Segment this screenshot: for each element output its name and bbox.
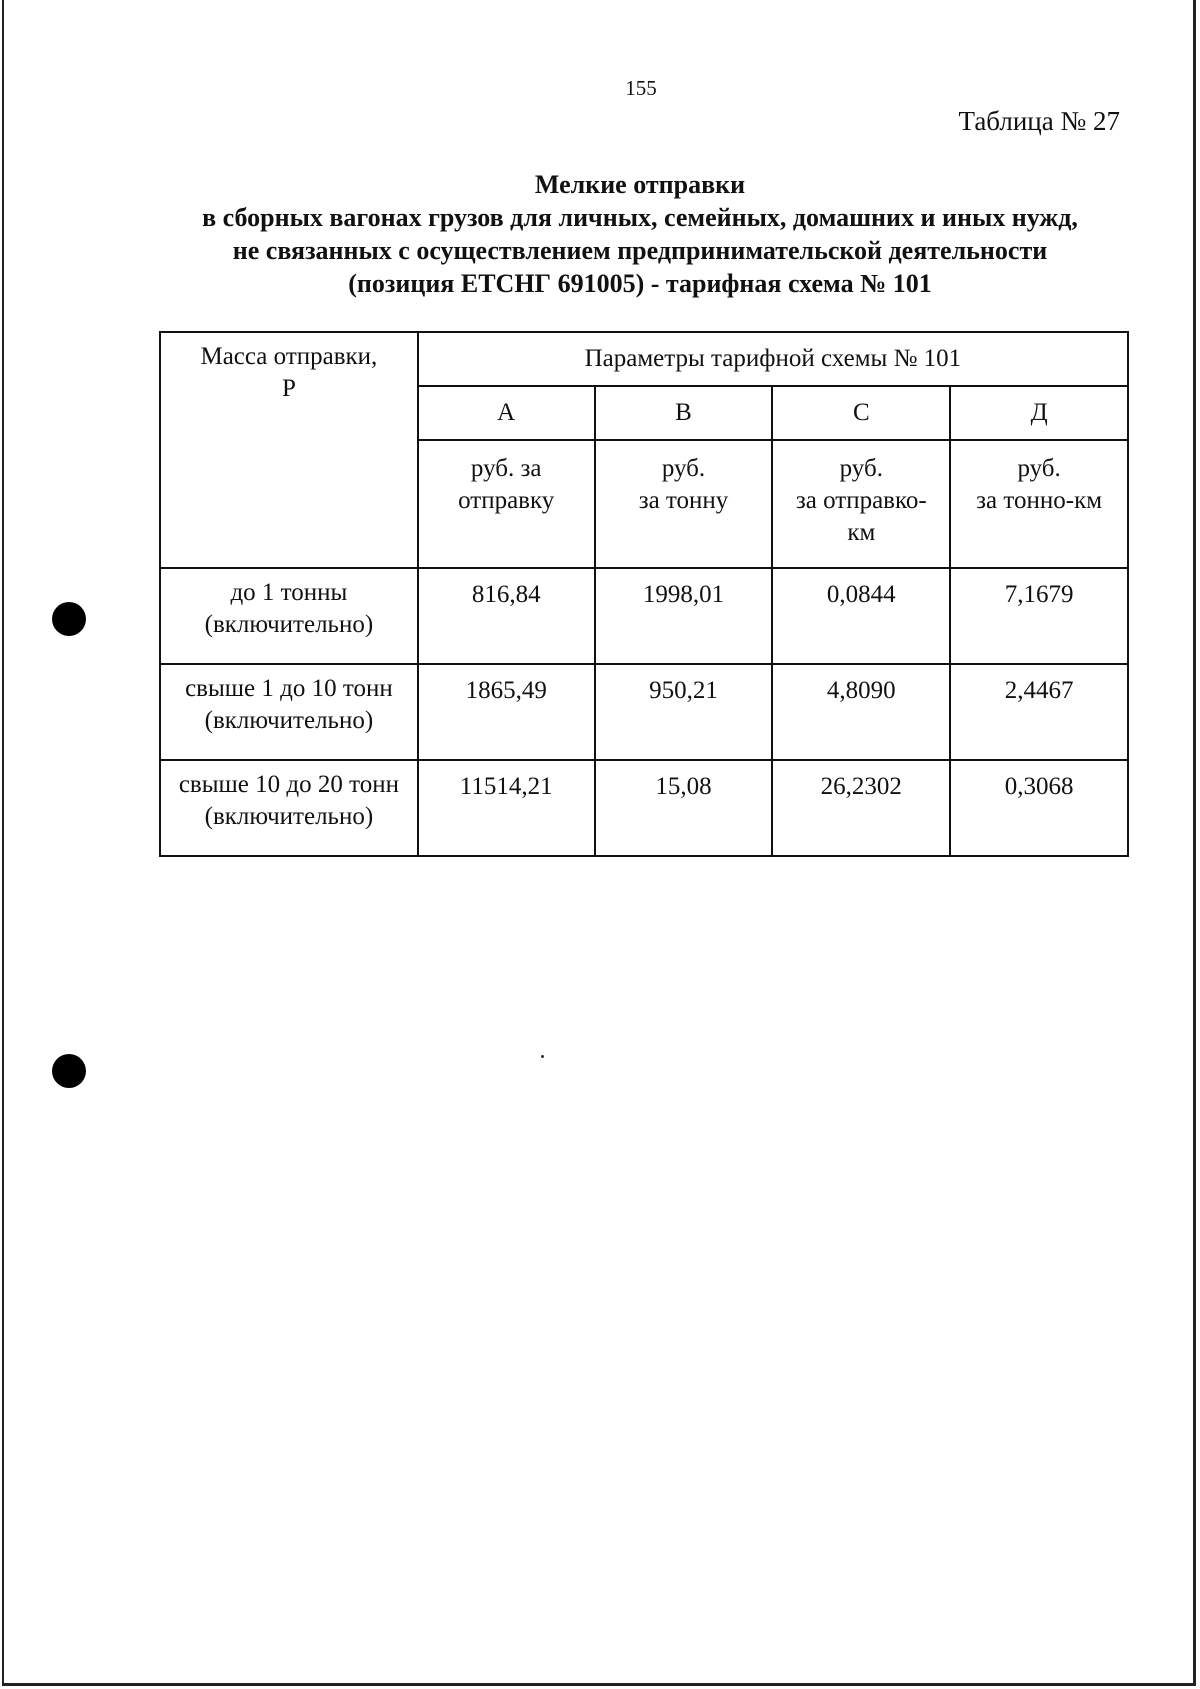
column-unit-d: [950, 440, 1128, 568]
value-cell-c: 26,2302: [772, 760, 950, 856]
column-unit-a: [418, 440, 595, 568]
mass-header-cell: [160, 332, 418, 568]
mass-line: (включительно): [204, 803, 374, 830]
column-letter-c: С: [772, 386, 950, 440]
mass-line: свыше 10 до 20 тонн: [178, 771, 399, 798]
value-cell-a: 11514,21: [418, 760, 595, 856]
mass-line: (включительно): [204, 707, 374, 734]
value-cell-c: 4,8090: [772, 664, 950, 760]
value-cell-a: 816,84: [418, 568, 595, 664]
column-letter-b: В: [595, 386, 773, 440]
table-row: [160, 568, 1128, 664]
table-row: [160, 664, 1128, 760]
value-cell-a: 1865,49: [418, 664, 595, 760]
table-header-row: [160, 332, 1128, 386]
value-cell-b: 1998,01: [595, 568, 773, 664]
mass-line: (включительно): [204, 611, 374, 638]
unit-line: за тонно-км: [976, 487, 1103, 514]
title-line-2: в сборных вагонах грузов для личных, семейных, домашних и иных нужд,: [202, 203, 1078, 232]
mass-line: свыше 1 до 10 тонн: [185, 675, 393, 702]
scan-speck: [541, 1055, 544, 1058]
mass-header-line-1: Масса отправки,: [200, 343, 378, 370]
value-cell-d: 7,1679: [950, 568, 1128, 664]
binder-hole-mark: [52, 1054, 86, 1088]
column-letter-d: Д: [950, 386, 1128, 440]
unit-line: руб.: [839, 455, 883, 482]
binder-hole-mark: [52, 602, 86, 636]
unit-line: км: [847, 519, 876, 546]
mass-cell: [160, 760, 418, 856]
mass-cell: [160, 568, 418, 664]
title-line-1: Мелкие отправки: [534, 170, 746, 199]
page-number: 155: [625, 76, 657, 100]
column-letter-a: А: [418, 386, 595, 440]
unit-line: за отправко-: [795, 487, 927, 514]
unit-line: руб.: [1017, 455, 1061, 482]
unit-line: за тонну: [638, 487, 729, 514]
unit-line: отправку: [458, 487, 555, 514]
value-cell-b: 15,08: [595, 760, 773, 856]
mass-header-line-2: Р: [281, 375, 296, 402]
value-cell-d: 2,4467: [950, 664, 1128, 760]
params-header-cell: Параметры тарифной схемы № 101: [418, 332, 1128, 386]
tariff-table: [159, 331, 1129, 857]
column-unit-c: [772, 440, 950, 568]
value-cell-d: 0,3068: [950, 760, 1128, 856]
mass-line: до 1 тонны: [230, 579, 348, 606]
column-unit-b: [595, 440, 773, 568]
title-line-4: (позиция ЕТСНГ 691005) - тарифная схема № 101: [348, 269, 932, 298]
mass-cell: [160, 664, 418, 760]
unit-line: руб. за: [470, 455, 542, 482]
title-line-3: не связанных с осуществлением предпринимательской деятельности: [232, 236, 1048, 265]
value-cell-c: 0,0844: [772, 568, 950, 664]
table-row: [160, 760, 1128, 856]
document-title: [160, 168, 1120, 300]
value-cell-b: 950,21: [595, 664, 773, 760]
table-label: Таблица № 27: [958, 106, 1120, 136]
unit-line: руб.: [661, 455, 706, 482]
